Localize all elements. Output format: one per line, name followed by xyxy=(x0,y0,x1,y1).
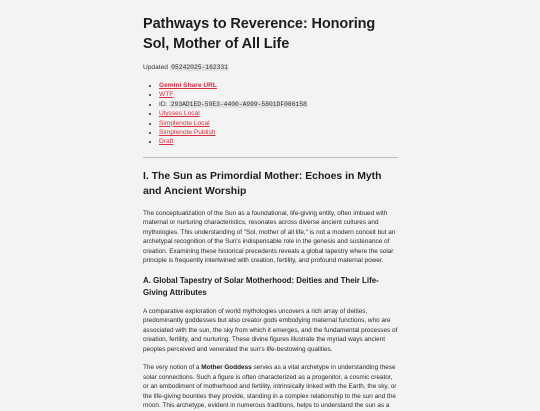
simplenote-local-link[interactable]: Simplenote Local xyxy=(159,119,210,127)
list-item xyxy=(159,81,398,90)
updated-timestamp: 05242025-162331 xyxy=(171,64,228,71)
list-item xyxy=(159,100,398,109)
intro-paragraph: The conceptualization of the Sun as a foundational, life-giving entity, often imbued with maternal or nurturing characteristics, resonates across diverse ancient cultures and mythologies. This understanding of "Sol, mother of all life," is not a modern conceit but an archetypal recognition of the Sun's indispensable role in the genesis and sustenance of creation. Examining these historical precedents reveals a global tapestry where the solar principle is frequently intertwined with creation, fertility, and profound maternal power. xyxy=(143,209,396,265)
draft-link[interactable]: Draft xyxy=(159,138,174,146)
updated-label: Updated xyxy=(143,64,168,71)
document xyxy=(143,0,398,411)
list-item xyxy=(159,119,398,128)
id-label: ID: xyxy=(159,100,168,108)
text-run: The very notion of a xyxy=(143,364,202,372)
list-item xyxy=(159,90,398,99)
updated-line xyxy=(143,63,398,73)
list-item xyxy=(159,128,398,137)
section-heading: I. The Sun as Primordial Mother: Echoes in Myth and Ancient Worship xyxy=(143,170,382,197)
body-paragraph: A comparative exploration of world mythologies uncovers a rich array of deities, predominantly goddesses but also creator gods embodying maternal functions, who are associated with the sun, the sky from which it emerges, and the fundamental processes of creation, fertility, and nurturing. These divine figures illustrate the myriad ways ancient peoples perceived and venerated the sun's life-bestowing qualities. xyxy=(143,307,398,353)
link-list xyxy=(143,81,398,147)
page-title: Pathways to Reverence: Honoring Sol, Mother of All Life xyxy=(143,16,376,52)
gemini-share-link[interactable]: Gemini Share URL xyxy=(159,82,217,89)
ulysses-local-link[interactable]: Ulysses Local xyxy=(159,110,200,118)
subsection-heading: A. Global Tapestry of Solar Motherhood: Deities and Their Life-Giving Attributes xyxy=(143,275,379,297)
list-item xyxy=(159,109,398,118)
text-run: serves as a vital archetype in understanding these solar connections. Such a figure is often characterized as a progenitor, a cosmic creator, or an embodiment of motherhood and fertility, intrinsically linked with the Earth, the sky, or the life-giving bounties they provide, standing in a complex relationship to the sun and the moon. This archetype, evident in numerous traditions, helps to understand the sun as a xyxy=(143,364,397,410)
bold-term: Mother Goddess xyxy=(201,364,252,372)
simplenote-publish-link[interactable]: Simplenote Publish xyxy=(159,129,216,137)
list-item xyxy=(159,137,398,146)
divider xyxy=(143,157,398,158)
body-paragraph xyxy=(143,363,398,411)
id-value: 293AD1ED-59E3-4400-A999-5801DF086158 xyxy=(170,100,307,108)
wtf-link[interactable]: WTF xyxy=(159,91,174,99)
